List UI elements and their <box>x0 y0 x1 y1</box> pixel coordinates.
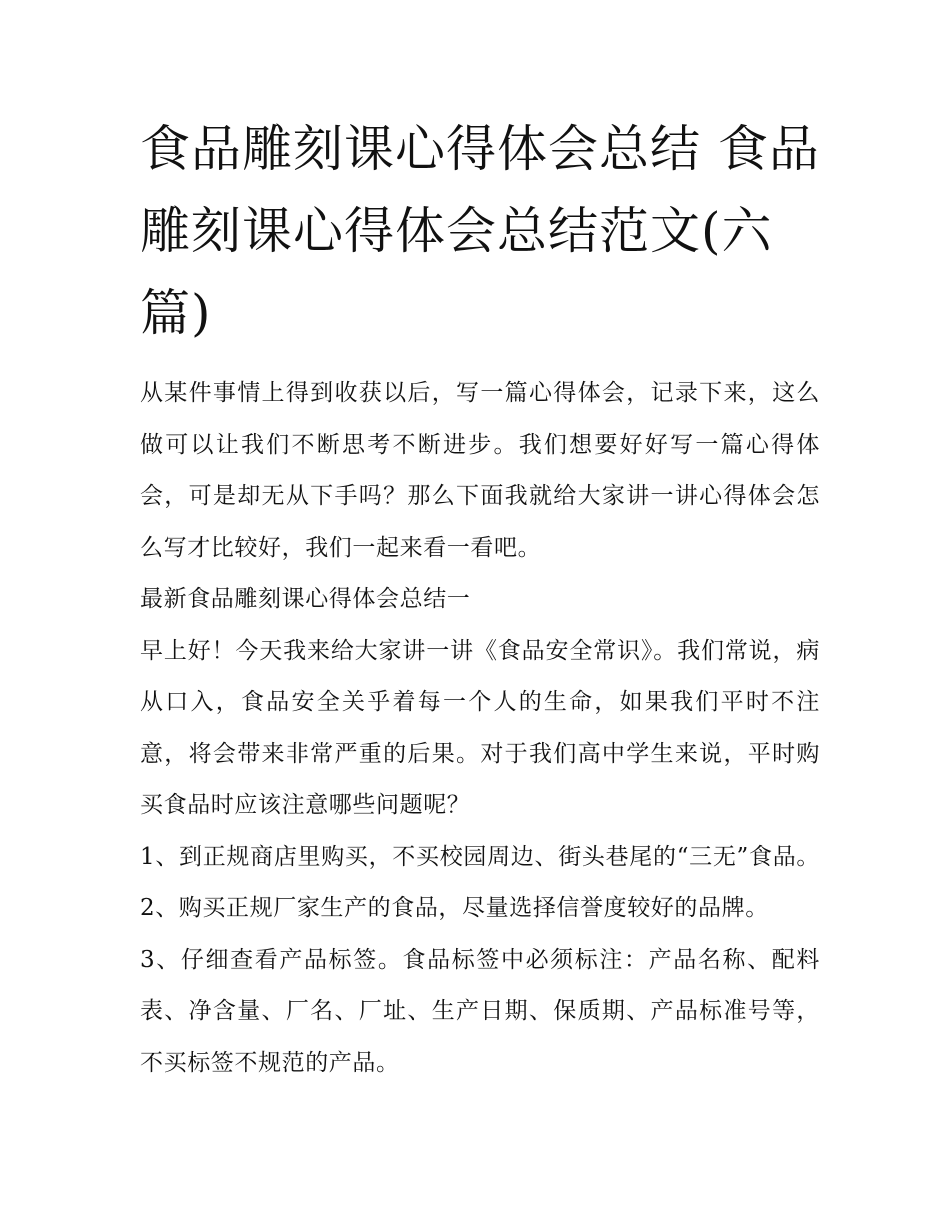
body-paragraph: 3、仔细查看产品标签。食品标签中必须标注：产品名称、配料表、净含量、厂名、厂址、生产日期、保质期、产品标准号等，不买标签不规范的产品。 <box>140 946 820 1076</box>
document-title: 食品雕刻课心得体会总结 食品雕刻课心得体会总结范文(六篇) <box>140 120 820 342</box>
body-paragraph: 1、到正规商店里购买，不买校园周边、街头巷尾的“三无”食品。 2、购买正规厂家生产的食品，尽量选择信誉度较好的品牌。 <box>140 843 820 921</box>
intro-paragraph: 从某件事情上得到收获以后，写一篇心得体会，记录下来，这么做可以让我们不断思考不断进步。我们想要好好写一篇心得体会，可是却无从下手吗？那么下面我就给大家讲一讲心得体会怎么写才比较好，我们一起来看一看吧。 <box>140 380 820 561</box>
section-heading: 最新食品雕刻课心得体会总结一 <box>140 586 471 612</box>
body-paragraph: 早上好！今天我来给大家讲一讲《食品安全常识》。我们常说，病从口入，食品安全关乎着每一个人的生命，如果我们平时不注意，将会带来非常严重的后果。对于我们高中学生来说，平时购买食品时应该注意哪些问题呢？ <box>140 637 820 818</box>
document-page <box>140 108 820 1089</box>
